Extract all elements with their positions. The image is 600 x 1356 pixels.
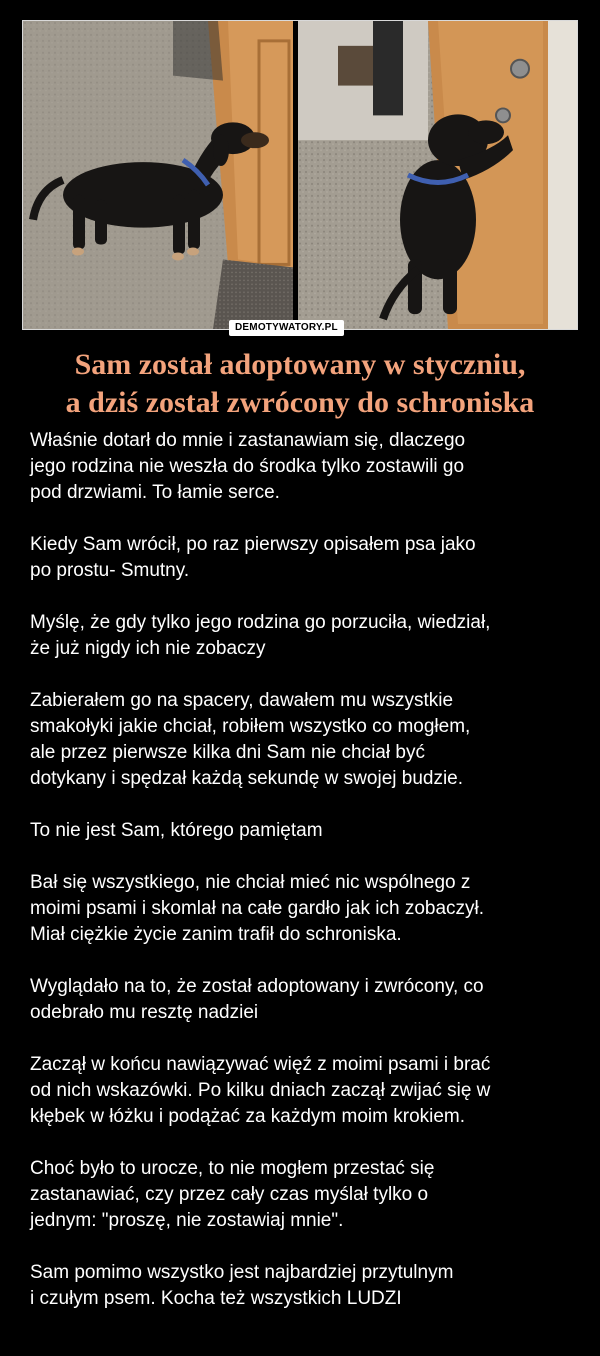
paragraph: Choć było to urocze, to nie mogłem przestać się zastanawiać, czy przez cały czas myślał tylko o jednym: "proszę, nie zostawiaj mnie". [30,1158,435,1231]
watermark-logo: DEMOTYWATORY.PL [229,320,344,336]
title-line-1: Sam został adoptowany w styczniu, [74,348,526,381]
dog-by-door-photo [23,21,293,329]
title-line-2: a dziś został zwrócony do schroniska [65,386,535,419]
paragraph: Zaczął w końcu nawiązywać więź z moimi psami i brać od nich wskazówki. Po kilku dniach zaczął zwijać się w kłębek w łóżku i podążać za każdym moim krokiem. [30,1054,491,1127]
story-text [30,428,575,1338]
paragraph: Wyglądało na to, że został adoptowany i zwrócony, co odebrało mu resztę nadziei [30,976,484,1023]
paragraph: Bał się wszystkiego, nie chciał mieć nic wspólnego z moimi psami i skomlał na całe gardło jak ich zobaczył. Miał ciężkie życie zanim trafił do schroniska. [30,872,485,945]
paragraph: To nie jest Sam, którego pamiętam [30,820,323,841]
paragraph: Kiedy Sam wrócił, po raz pierwszy opisałem psa jako po prostu- Smutny. [30,534,476,581]
paragraph: Sam pomimo wszystko jest najbardziej przytulnym i czułym psem. Kocha też wszystkich LUDZI [30,1262,454,1309]
paragraph: Właśnie dotarł do mnie i zastanawiam się, dlaczego jego rodzina nie weszła do środka tylko zostawili go pod drzwiami. To łamie serce. [30,430,466,503]
page-title [0,346,600,422]
photo-collage [22,20,578,330]
dog-standing-at-door-photo [298,21,578,329]
paragraph: Zabierałem go na spacery, dawałem mu wszystkie smakołyki jakie chciał, robiłem wszystko co mogłem, ale przez pierwsze kilka dni Sam nie chciał być dotykany i spędzał każdą sekundę w swojej budzie. [30,690,471,789]
paragraph: Myślę, że gdy tylko jego rodzina go porzuciła, wiedział, że już nigdy ich nie zobaczy [30,612,491,659]
